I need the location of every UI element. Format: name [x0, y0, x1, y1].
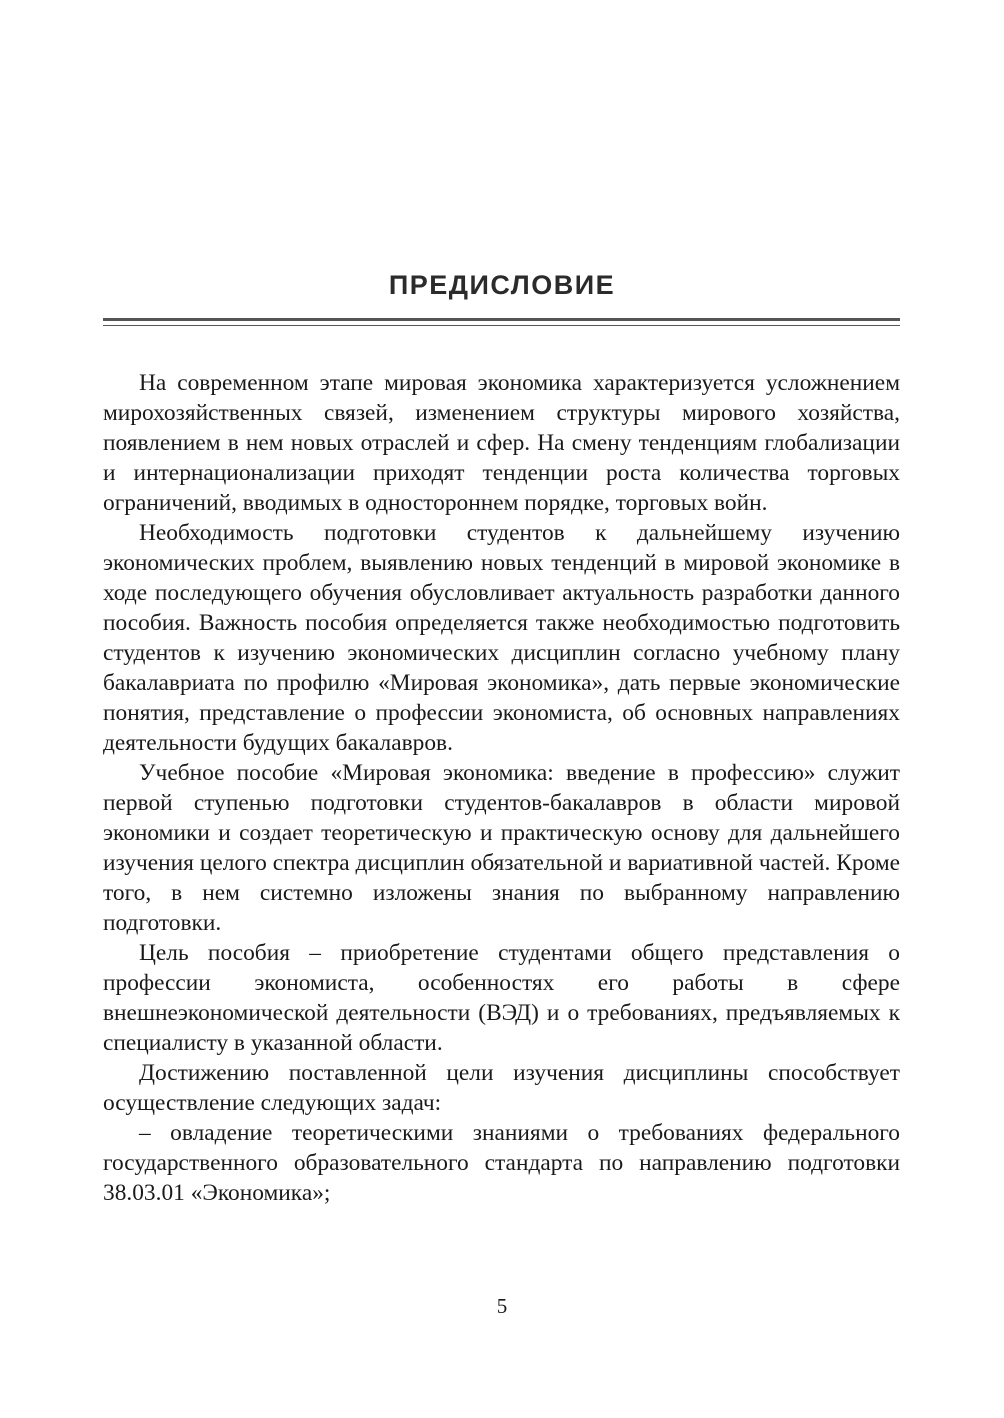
paragraph-2: Необходимость подготовки студентов к дальнейшему изучению экономических проблем, выявлению новых тенденций в мировой экономике в ходе последующего обучения обусловливает актуальность разработки данного пособия. Важность пособия определяется также необходимостью подготовить студентов к изучению экономических дисциплин согласно учебному плану бакалавриата по профилю «Мировая экономика», дать первые экономические понятия, представление о профессии экономиста, об основных направлениях деятельности будущих бакалавров. [103, 520, 900, 756]
paragraph-3: Учебное пособие «Мировая экономика: введение в профессию» служит первой ступенью подготовки студентов-бакалавров в области мировой экономики и создает теоретическую и практическую основу для дальнейшего изучения целого спектра дисциплин обязательной и вариативной частей. Кроме того, в нем системно изложены знания по выбранному направлению подготовки. [103, 760, 900, 936]
title-double-rule [103, 318, 900, 326]
paragraph-1: На современном этапе мировая экономика характеризуется усложнением мирохозяйственных связей, изменением структуры мирового хозяйства, появлением в нем новых отраслей и сфер. На смену тенденциям глобализации и интернационализации приходят тенденции роста количества торговых ограничений, вводимых в одностороннем порядке, торговых войн. [103, 370, 900, 516]
body-text [103, 368, 900, 1208]
paragraph-4: Цель пособия – приобретение студентами общего представления о профессии экономиста, особенностях его работы в сфере внешнеэкономической деятельности (ВЭД) и о требованиях, предъявляемых к специалисту в указанной области. [103, 940, 900, 1056]
paragraph-5: Достижению поставленной цели изучения дисциплины способствует осуществление следующих задач: [103, 1060, 900, 1116]
page-number: 5 [496, 1294, 508, 1318]
paragraph-6: – овладение теоретическими знаниями о требованиях федерального государственного образовательного стандарта по направлению подготовки 38.03.01 «Экономика»; [103, 1120, 900, 1206]
page-title: ПРЕДИСЛОВИЕ [388, 270, 616, 300]
